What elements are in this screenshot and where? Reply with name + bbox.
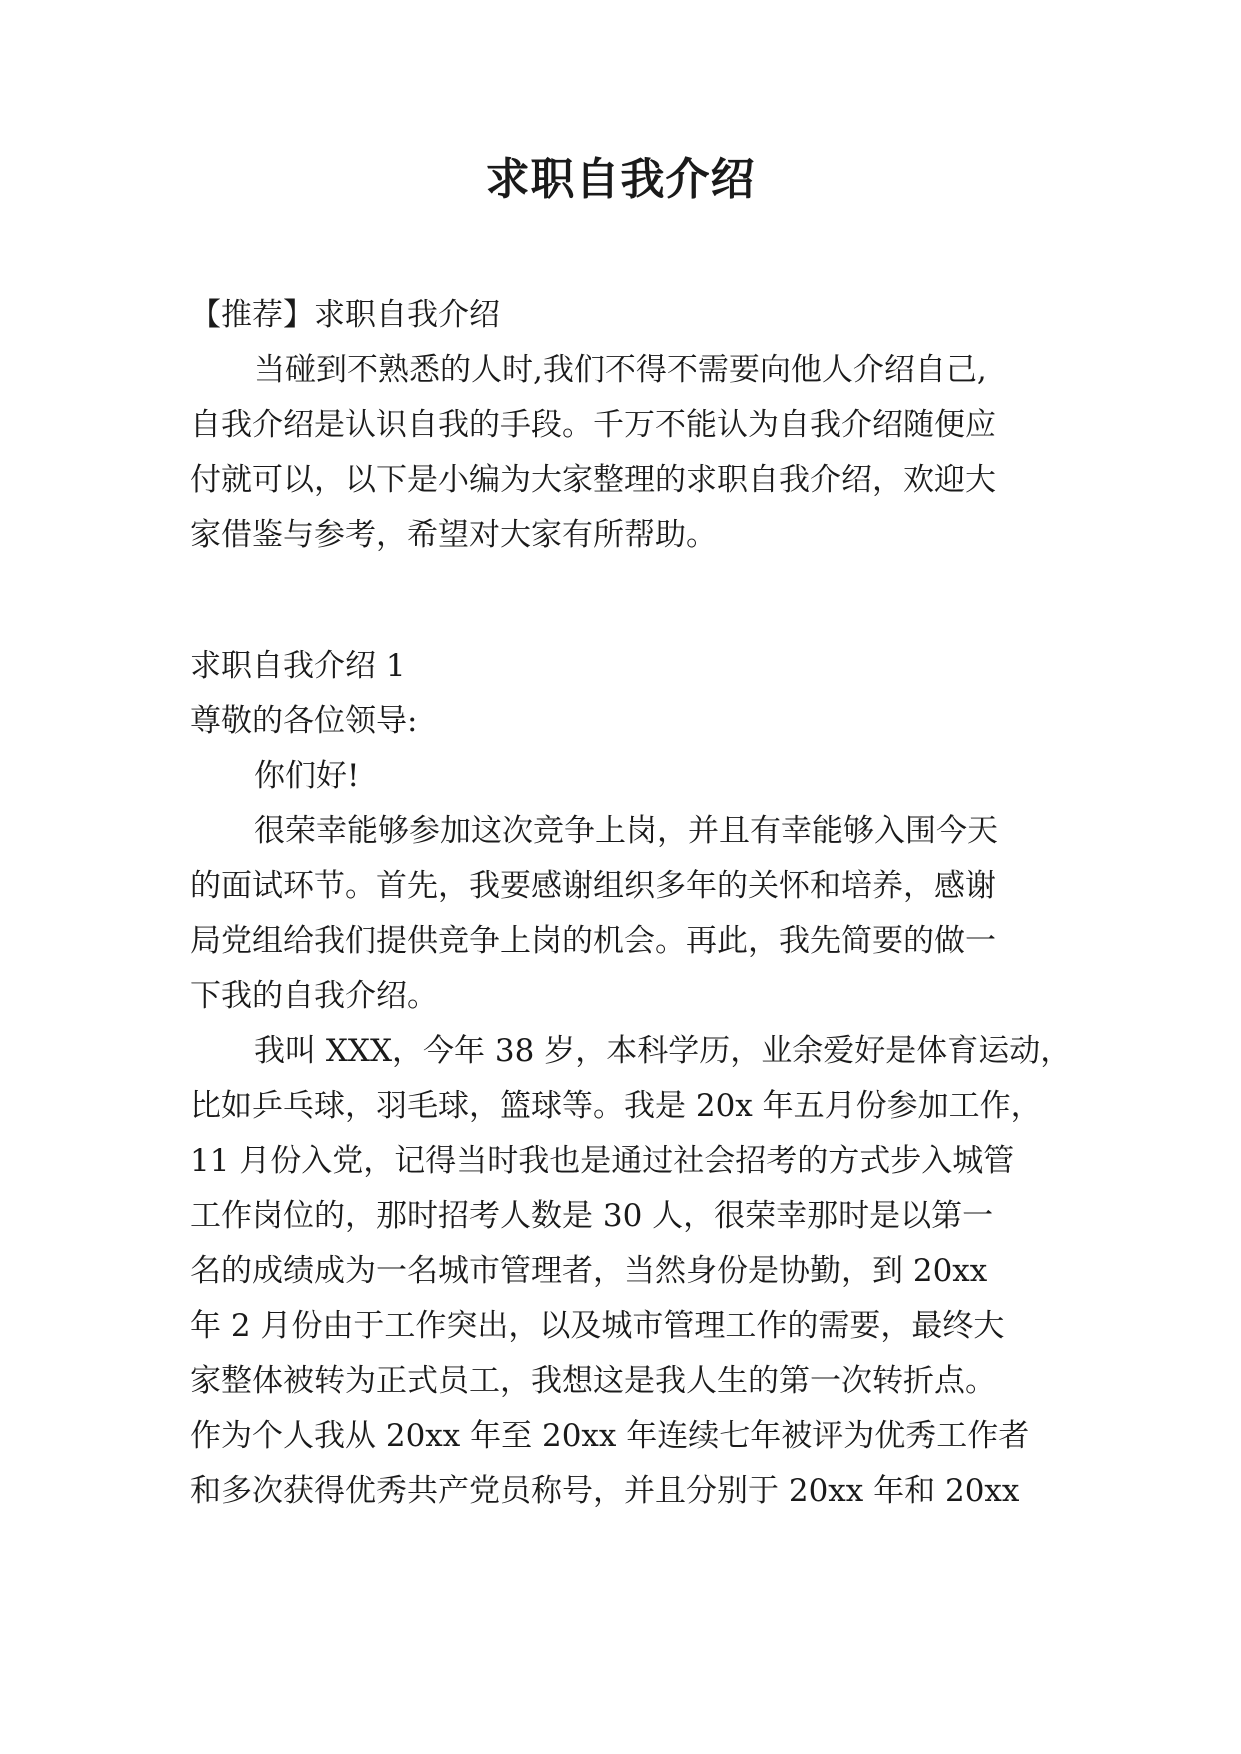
salutation: 尊敬的各位领导: — [190, 703, 418, 739]
document-title: 求职自我介绍 — [485, 154, 756, 205]
intro-heading: 【推荐】求职自我介绍 — [190, 297, 500, 333]
paragraph-line: 付就可以，以下是小编为大家整理的求职自我介绍，欢迎大 — [190, 462, 996, 498]
paragraph-line: 局党组给我们提供竞争上岗的机会。再此，我先简要的做一 — [190, 923, 996, 959]
paragraph-line: 我叫 XXX，今年 38 岁，本科学历，业余爱好是体育运动， — [254, 1033, 1072, 1069]
section-spacer — [190, 563, 1060, 639]
document-body — [190, 288, 1072, 1519]
paragraph-line: 11 月份入党，记得当时我也是通过社会招考的方式步入城管 — [190, 1143, 1015, 1179]
paragraph-line: 自我介绍是认识自我的手段。千万不能认为自我介绍随便应 — [190, 407, 996, 443]
paragraph-2 — [190, 1024, 1072, 1519]
paragraph-line: 名的成绩成为一名城市管理者，当然身份是协勤，到 20xx — [190, 1253, 988, 1289]
paragraph-line: 工作岗位的，那时招考人数是 30 人，很荣幸那时是以第一 — [190, 1198, 994, 1234]
paragraph-line: 家借鉴与参考，希望对大家有所帮助。 — [190, 517, 717, 553]
paragraph-line: 下我的自我介绍。 — [190, 978, 438, 1014]
paragraph-line: 当碰到不熟悉的人时,我们不得不需要向他人介绍自己, — [254, 352, 987, 388]
intro-paragraph — [190, 343, 1060, 563]
paragraph-1 — [190, 804, 1060, 1024]
paragraph-line: 的面试环节。首先，我要感谢组织多年的关怀和培养，感谢 — [190, 868, 996, 904]
paragraph-line: 作为个人我从 20xx 年至 20xx 年连续七年被评为优秀工作者 — [190, 1418, 1030, 1454]
paragraph-line: 年 2 月份由于工作突出，以及城市管理工作的需要，最终大 — [190, 1308, 1005, 1344]
greeting: 你们好! — [254, 758, 360, 794]
paragraph-line: 家整体被转为正式员工，我想这是我人生的第一次转折点。 — [190, 1363, 996, 1399]
paragraph-line: 比如乒乓球，羽毛球，篮球等。我是 20x 年五月份参加工作， — [190, 1088, 1042, 1124]
paragraph-line: 很荣幸能够参加这次竞争上岗，并且有幸能够入围今天 — [254, 813, 998, 849]
paragraph-line: 和多次获得优秀共产党员称号，并且分别于 20xx 年和 20xx — [190, 1473, 1020, 1509]
section-title: 求职自我介绍 1 — [190, 648, 406, 684]
